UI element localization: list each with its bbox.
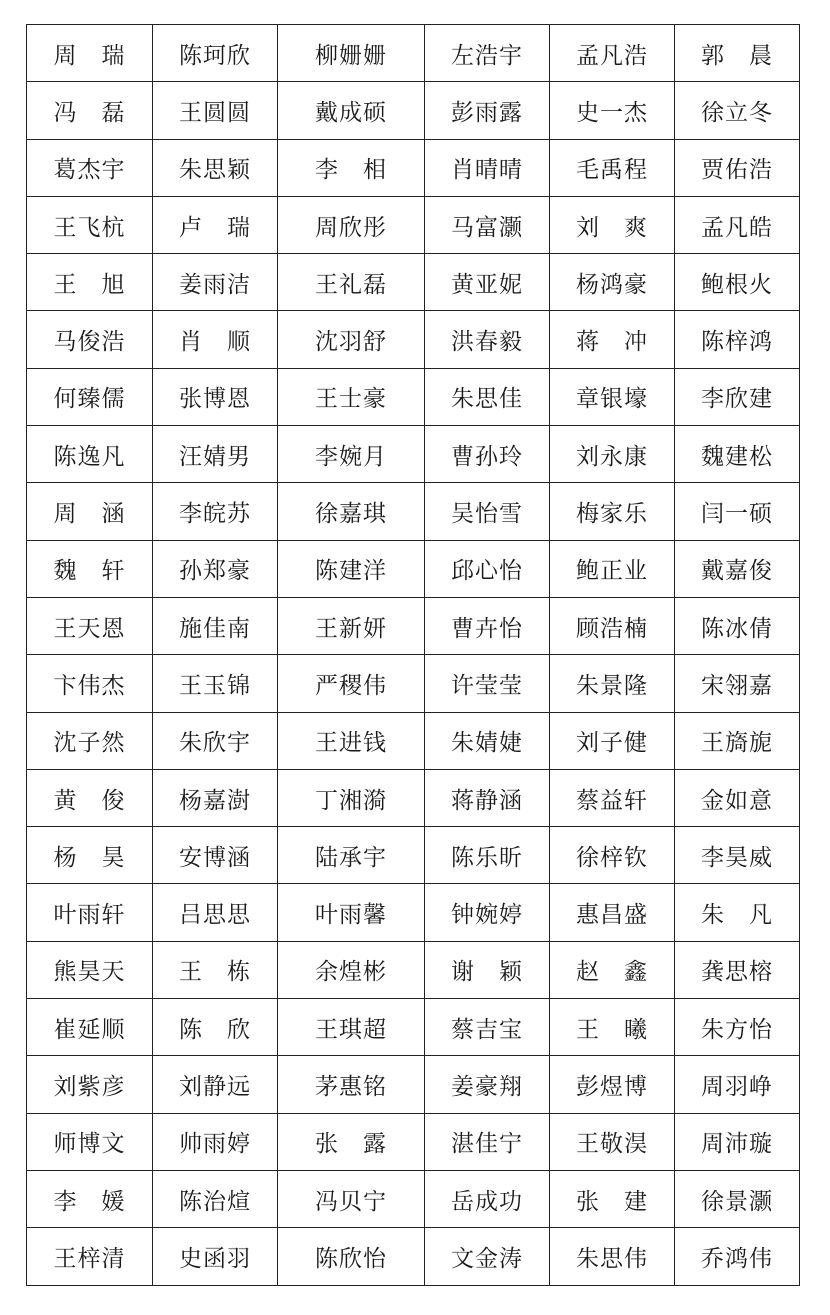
name-cell: 钟婉婷 [425, 884, 550, 941]
name-cell: 岳成功 [425, 1170, 550, 1227]
name-cell: 朱方怡 [675, 999, 800, 1056]
name-cell: 卞伟杰 [27, 655, 153, 712]
name-cell: 杨鸿豪 [550, 254, 675, 311]
name-cell: 帅雨婷 [153, 1113, 278, 1170]
name-cell: 彭雨露 [425, 82, 550, 139]
name-cell: 陈欣怡 [278, 1228, 425, 1285]
name-cell: 王 栋 [153, 941, 278, 998]
name-cell: 王圆圆 [153, 82, 278, 139]
name-cell: 施佳南 [153, 597, 278, 654]
name-cell: 李 媛 [27, 1170, 153, 1227]
name-cell: 王玉锦 [153, 655, 278, 712]
table-row [27, 655, 800, 712]
name-cell: 章银壕 [550, 368, 675, 425]
name-cell: 陈梓鸿 [675, 311, 800, 368]
name-roster-table [26, 24, 800, 1286]
name-cell: 刘紫彦 [27, 1056, 153, 1113]
table-row [27, 999, 800, 1056]
name-cell: 杨 昊 [27, 827, 153, 884]
name-cell: 周羽峥 [675, 1056, 800, 1113]
name-cell: 冯 磊 [27, 82, 153, 139]
name-cell: 张 建 [550, 1170, 675, 1227]
table-row [27, 1113, 800, 1170]
name-cell: 周欣彤 [278, 196, 425, 253]
name-cell: 鲍根火 [675, 254, 800, 311]
name-cell: 孟凡浩 [550, 25, 675, 82]
name-cell: 陈逸凡 [27, 426, 153, 483]
name-cell: 孙郑豪 [153, 540, 278, 597]
name-cell: 陈乐昕 [425, 827, 550, 884]
name-cell: 郭 晨 [675, 25, 800, 82]
table-row [27, 426, 800, 483]
name-cell: 毛禹程 [550, 139, 675, 196]
name-cell: 李 相 [278, 139, 425, 196]
name-cell: 孟凡皓 [675, 196, 800, 253]
table-row [27, 368, 800, 425]
name-cell: 戴成硕 [278, 82, 425, 139]
name-cell: 余煌彬 [278, 941, 425, 998]
name-cell: 谢 颖 [425, 941, 550, 998]
name-cell: 朱欣宇 [153, 712, 278, 769]
name-cell: 陈建洋 [278, 540, 425, 597]
name-cell: 王新妍 [278, 597, 425, 654]
name-cell: 王 曦 [550, 999, 675, 1056]
name-cell: 肖晴晴 [425, 139, 550, 196]
name-cell: 叶雨馨 [278, 884, 425, 941]
name-cell: 卢 瑞 [153, 196, 278, 253]
table-row [27, 540, 800, 597]
name-cell: 朱思颖 [153, 139, 278, 196]
name-cell: 史函羽 [153, 1228, 278, 1285]
table-row [27, 483, 800, 540]
name-cell: 黄亚妮 [425, 254, 550, 311]
name-cell: 肖 顺 [153, 311, 278, 368]
name-cell: 王旖旎 [675, 712, 800, 769]
name-cell: 周沛璇 [675, 1113, 800, 1170]
name-cell: 魏建松 [675, 426, 800, 483]
name-cell: 张 露 [278, 1113, 425, 1170]
name-cell: 沈羽舒 [278, 311, 425, 368]
name-cell: 文金涛 [425, 1228, 550, 1285]
name-cell: 陈冰倩 [675, 597, 800, 654]
name-cell: 彭煜博 [550, 1056, 675, 1113]
name-cell: 吴怡雪 [425, 483, 550, 540]
name-cell: 陈治煊 [153, 1170, 278, 1227]
name-cell: 蒋静涵 [425, 769, 550, 826]
name-cell: 赵 鑫 [550, 941, 675, 998]
name-cell: 张博恩 [153, 368, 278, 425]
name-cell: 熊昊天 [27, 941, 153, 998]
name-cell: 马富灏 [425, 196, 550, 253]
table-row [27, 254, 800, 311]
name-cell: 刘永康 [550, 426, 675, 483]
name-cell: 闫一硕 [675, 483, 800, 540]
table-row [27, 1228, 800, 1285]
name-cell: 严稷伟 [278, 655, 425, 712]
name-cell: 龚思榕 [675, 941, 800, 998]
name-cell: 冯贝宁 [278, 1170, 425, 1227]
name-cell: 丁湘漪 [278, 769, 425, 826]
name-cell: 徐梓钦 [550, 827, 675, 884]
name-cell: 魏 轩 [27, 540, 153, 597]
name-cell: 刘 爽 [550, 196, 675, 253]
name-cell: 王梓清 [27, 1228, 153, 1285]
name-cell: 王飞杭 [27, 196, 153, 253]
name-cell: 王士豪 [278, 368, 425, 425]
name-cell: 何臻儒 [27, 368, 153, 425]
name-cell: 曹卉怡 [425, 597, 550, 654]
table-row [27, 827, 800, 884]
name-cell: 周 瑞 [27, 25, 153, 82]
name-cell: 李皖苏 [153, 483, 278, 540]
name-cell: 柳姗姗 [278, 25, 425, 82]
name-cell: 蒋 冲 [550, 311, 675, 368]
name-cell: 朱婧婕 [425, 712, 550, 769]
name-cell: 朱 凡 [675, 884, 800, 941]
name-cell: 贾佑浩 [675, 139, 800, 196]
name-cell: 朱思伟 [550, 1228, 675, 1285]
name-cell: 姜雨洁 [153, 254, 278, 311]
table-row [27, 941, 800, 998]
name-cell: 洪春毅 [425, 311, 550, 368]
table-row [27, 1056, 800, 1113]
name-cell: 崔延顺 [27, 999, 153, 1056]
name-cell: 戴嘉俊 [675, 540, 800, 597]
name-cell: 马俊浩 [27, 311, 153, 368]
name-cell: 王敬淏 [550, 1113, 675, 1170]
name-cell: 叶雨轩 [27, 884, 153, 941]
name-cell: 左浩宇 [425, 25, 550, 82]
table-row [27, 597, 800, 654]
name-cell: 蔡吉宝 [425, 999, 550, 1056]
name-cell: 乔鸿伟 [675, 1228, 800, 1285]
name-cell: 刘子健 [550, 712, 675, 769]
name-cell: 茅惠铭 [278, 1056, 425, 1113]
name-cell: 金如意 [675, 769, 800, 826]
name-cell: 惠昌盛 [550, 884, 675, 941]
name-cell: 李婉月 [278, 426, 425, 483]
name-cell: 邱心怡 [425, 540, 550, 597]
name-cell: 王 旭 [27, 254, 153, 311]
name-cell: 杨嘉澍 [153, 769, 278, 826]
table-row [27, 712, 800, 769]
table-row [27, 769, 800, 826]
name-cell: 李昊威 [675, 827, 800, 884]
name-cell: 陈 欣 [153, 999, 278, 1056]
name-cell: 徐立冬 [675, 82, 800, 139]
name-cell: 陈珂欣 [153, 25, 278, 82]
name-cell: 湛佳宁 [425, 1113, 550, 1170]
table-row [27, 311, 800, 368]
name-cell: 蔡益轩 [550, 769, 675, 826]
name-cell: 安博涵 [153, 827, 278, 884]
table-row [27, 884, 800, 941]
name-cell: 吕思思 [153, 884, 278, 941]
table-row [27, 1170, 800, 1227]
table-row [27, 25, 800, 82]
name-cell: 朱景隆 [550, 655, 675, 712]
name-cell: 姜豪翔 [425, 1056, 550, 1113]
name-cell: 李欣建 [675, 368, 800, 425]
name-cell: 徐嘉琪 [278, 483, 425, 540]
name-cell: 王天恩 [27, 597, 153, 654]
table-row [27, 196, 800, 253]
name-cell: 黄 俊 [27, 769, 153, 826]
name-cell: 鲍正业 [550, 540, 675, 597]
name-cell: 师博文 [27, 1113, 153, 1170]
name-cell: 沈子然 [27, 712, 153, 769]
name-cell: 许莹莹 [425, 655, 550, 712]
name-cell: 陆承宇 [278, 827, 425, 884]
table-row [27, 82, 800, 139]
roster-body [27, 25, 800, 1286]
name-cell: 周 涵 [27, 483, 153, 540]
table-row [27, 139, 800, 196]
name-cell: 王礼磊 [278, 254, 425, 311]
name-cell: 宋翎嘉 [675, 655, 800, 712]
name-cell: 朱思佳 [425, 368, 550, 425]
name-cell: 汪婧男 [153, 426, 278, 483]
name-cell: 史一杰 [550, 82, 675, 139]
name-cell: 顾浩楠 [550, 597, 675, 654]
name-cell: 葛杰宇 [27, 139, 153, 196]
name-cell: 王进钱 [278, 712, 425, 769]
name-cell: 刘静远 [153, 1056, 278, 1113]
name-cell: 梅家乐 [550, 483, 675, 540]
name-cell: 徐景灏 [675, 1170, 800, 1227]
name-cell: 王琪超 [278, 999, 425, 1056]
name-cell: 曹孙玲 [425, 426, 550, 483]
